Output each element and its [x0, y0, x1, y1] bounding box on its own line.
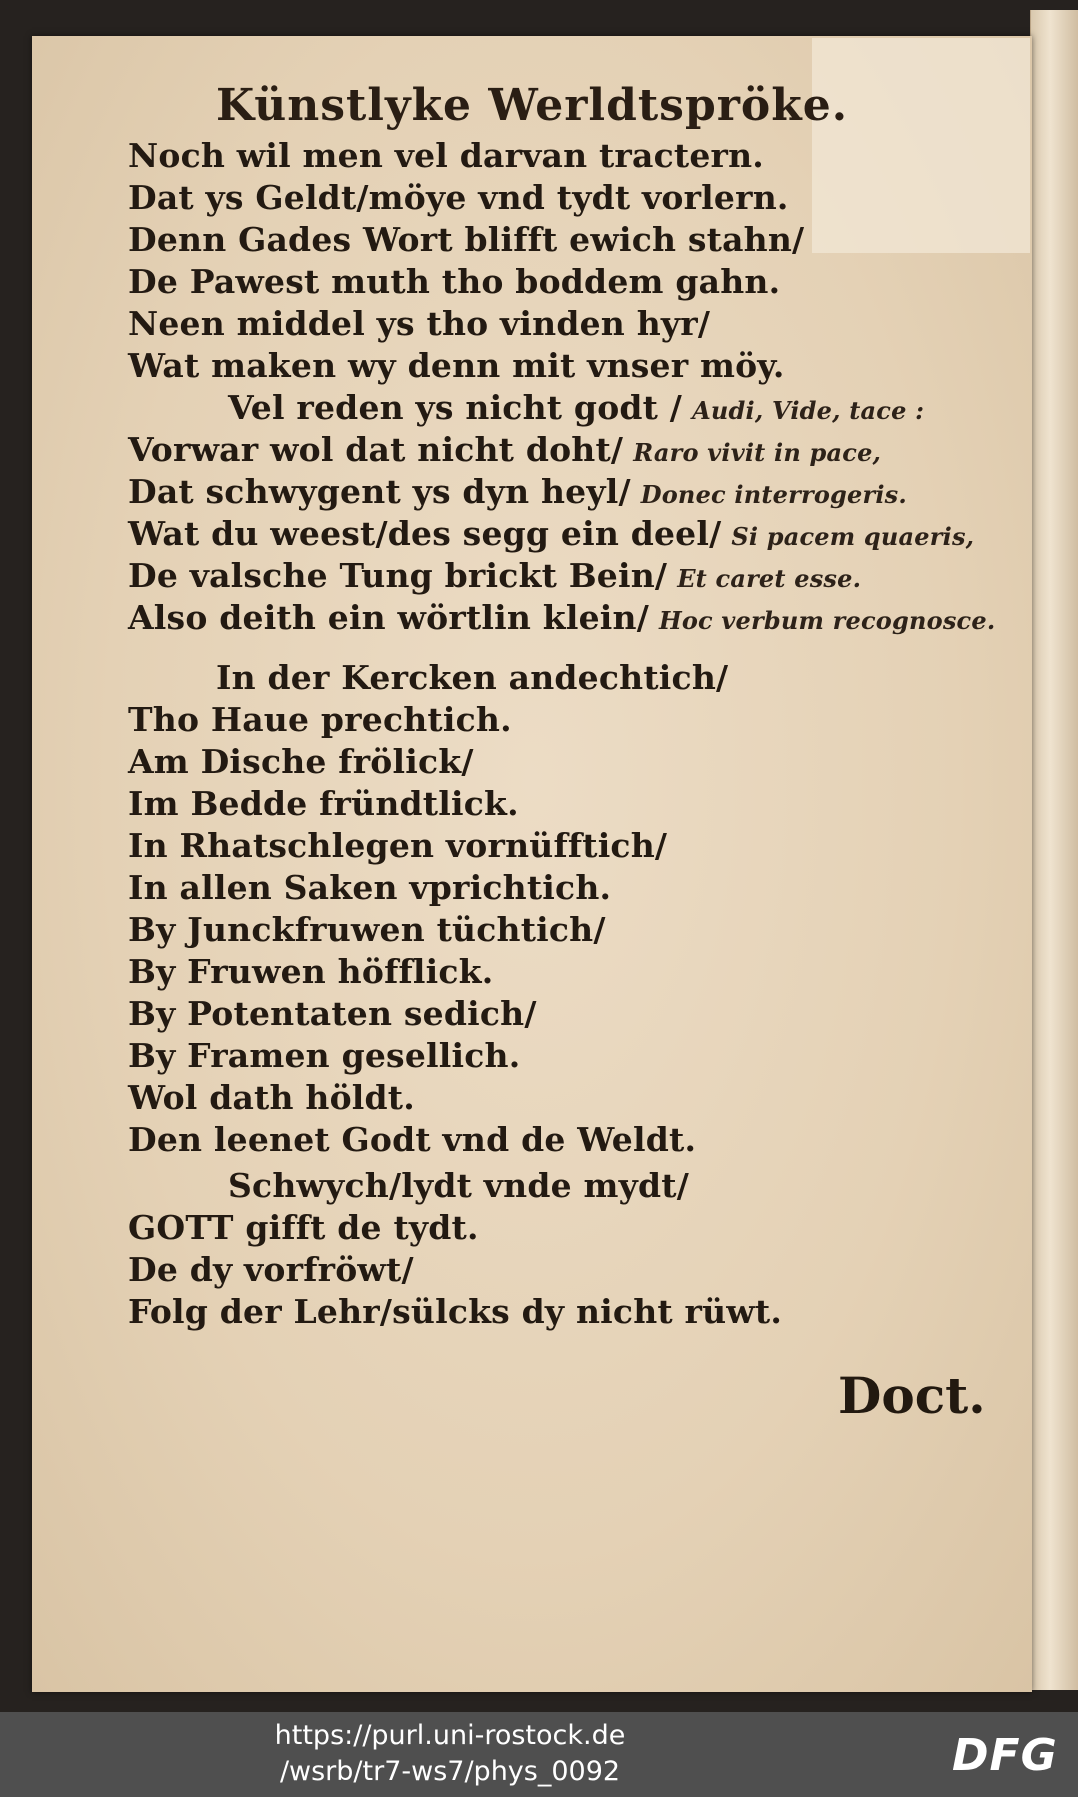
verse-line: Schwych/lydt vnde mydt/ — [228, 1166, 689, 1205]
paper-patch — [812, 38, 1030, 253]
url-line-2[interactable]: /wsrb/tr7-ws7/phys_0092 — [279, 1756, 621, 1787]
verse-line: Vel reden ys nicht godt / Audi, Vide, tace : — [228, 388, 925, 427]
verse-line: Dat ys Geldt/möye vnd tydt vorlern. — [128, 178, 789, 217]
latin-gloss: Et caret esse. — [677, 564, 862, 593]
catchword: Doct. — [838, 1366, 986, 1425]
verse-line: Tho Haue prechtich. — [128, 700, 512, 739]
verse-line: Wol dath höldt. — [128, 1078, 415, 1117]
verse-line: De dy vorfröwt/ — [128, 1250, 414, 1289]
latin-gloss: Raro vivit in pace, — [633, 438, 882, 467]
verse-line: Denn Gades Wort blifft ewich stahn/ — [128, 220, 805, 259]
verse-line: In Rhatschlegen vornüfftich/ — [128, 826, 668, 865]
verse-line: Noch wil men vel darvan tractern. — [128, 136, 765, 175]
verse-line: By Fruwen höfflick. — [128, 952, 494, 991]
page-header: Künstlyke Werldtspröke. — [215, 80, 849, 131]
verse-line: In der Kercken andechtich/ — [216, 658, 729, 697]
verse-line: Dat schwygent ys dyn heyl/ Donec interrogeris. — [128, 472, 907, 511]
verse-line: By Framen gesellich. — [128, 1036, 521, 1075]
verse-line: Folg der Lehr/sülcks dy nicht rüwt. — [128, 1292, 783, 1331]
verse-line: GOTT gifft de tydt. — [128, 1208, 479, 1247]
latin-gloss: Audi, Vide, tace : — [692, 396, 925, 425]
source-url[interactable] — [240, 1718, 660, 1790]
verse-line: Den leenet Godt vnd de Weldt. — [128, 1120, 697, 1159]
verse-line: Wat maken wy denn mit vnser möy. — [128, 346, 785, 385]
verse-line: Am Dische frölick/ — [128, 742, 474, 781]
latin-gloss: Hoc verbum recognosce. — [658, 606, 996, 635]
verse-line: Neen middel ys tho vinden hyr/ — [128, 304, 711, 343]
verse-line: De Pawest muth tho boddem gahn. — [128, 262, 781, 301]
verse-line: De valsche Tung brickt Bein/ Et caret esse. — [128, 556, 862, 595]
verse-line: Also deith ein wörtlin klein/ Hoc verbum recognosce. — [128, 598, 996, 637]
latin-gloss: Donec interrogeris. — [640, 480, 907, 509]
verse-line: By Potentaten sedich/ — [128, 994, 537, 1033]
dfg-logo: DFG — [952, 1730, 1058, 1781]
latin-gloss: Si pacem quaeris, — [731, 522, 975, 551]
url-line-1[interactable]: https://purl.uni-rostock.de — [274, 1720, 626, 1751]
verse-line: By Junckfruwen tüchtich/ — [128, 910, 606, 949]
book-page — [32, 36, 1032, 1692]
footer-bar — [0, 1712, 1078, 1797]
verse-line: Vorwar wol dat nicht doht/ Raro vivit in pace, — [128, 430, 882, 469]
verse-line: Im Bedde fründtlick. — [128, 784, 519, 823]
verse-line: Wat du weest/des segg ein deel/ Si pacem quaeris, — [128, 514, 975, 553]
page-edge — [1030, 10, 1078, 1690]
verse-line: In allen Saken vprichtich. — [128, 868, 612, 907]
